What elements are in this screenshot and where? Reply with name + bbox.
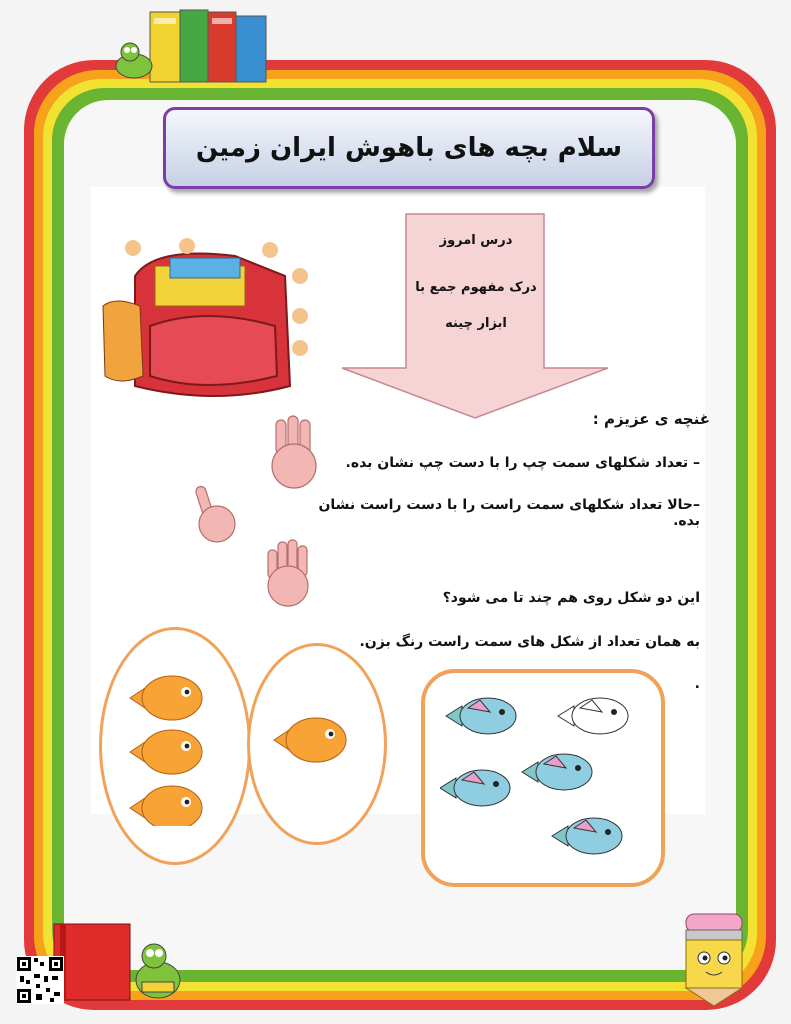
hand-one-finger-icon (193, 484, 239, 546)
left-fish-set (128, 664, 212, 826)
arrow-line-1: درس امروز (439, 233, 513, 248)
qr-code-icon (16, 956, 64, 1004)
book-bug-illustration (50, 920, 190, 1004)
rainbow-fish-icon (446, 698, 516, 734)
page-title: سلام بچه های باهوش ایران زمین (163, 107, 655, 189)
backpack-illustration (95, 236, 325, 406)
pencil-character-illustration (676, 912, 760, 1008)
rainbow-fish-set (440, 684, 640, 864)
greeting-text: غنچه ی عزیزم : (592, 410, 710, 428)
arrow-line-3: ابزار چینه (445, 316, 507, 331)
rainbow-fish-icon (552, 818, 622, 854)
task-text: به همان تعداد از شکل های سمت راست رنگ بزن. (359, 634, 700, 650)
rainbow-fish-icon (522, 754, 592, 790)
books-illustration (110, 4, 280, 84)
rainbow-fish-icon (440, 770, 510, 806)
goldfish-icon (130, 676, 202, 720)
uncolored-fish-icon (558, 698, 628, 734)
question-text: این دو شکل روی هم چند تا می شود؟ (442, 590, 700, 606)
trailing-dot: . (694, 676, 700, 692)
step-2-text: –حالا تعداد شکلهای سمت راست را با دست راست نشان بده. (318, 497, 700, 529)
hand-three-fingers-icon (266, 414, 324, 492)
hand-four-fingers-icon (262, 538, 318, 608)
qr-code (16, 956, 64, 1004)
goldfish-icon (272, 708, 352, 772)
step-1-text: – تعداد شکلهای سمت چپ را با دست چپ نشان بده. (345, 455, 700, 471)
arrow-line-2: درک مفهوم جمع با (415, 280, 537, 295)
